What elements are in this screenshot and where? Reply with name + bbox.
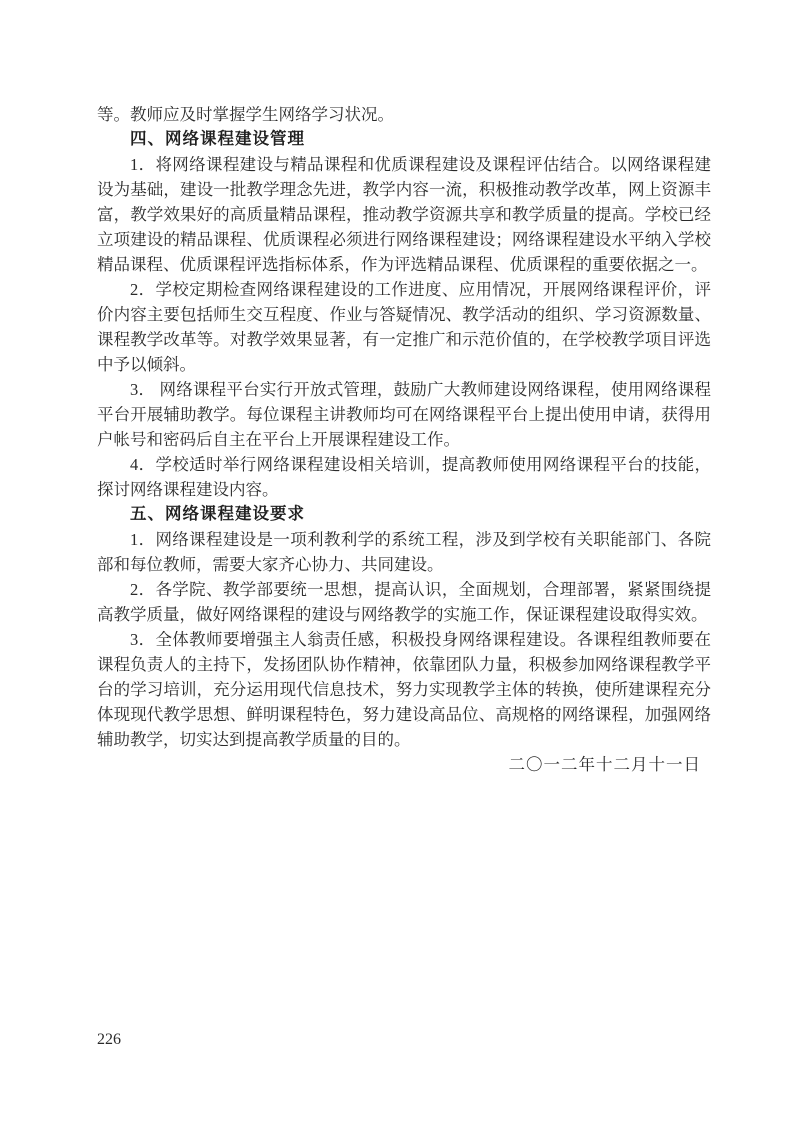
section-heading-5: 五、网络课程建设要求 (130, 505, 305, 523)
section-5-paragraph-1: 1．网络课程建设是一项利教利学的系统工程，涉及到学校有关职能部门、各院部和每位教师，需要大家齐心协力、共同建设。 (97, 530, 711, 574)
section-4-paragraph-3: 3． 网络课程平台实行开放式管理，鼓励广大教师建设网络课程，使用网络课程平台开展辅助教学。每位课程主讲教师均可在网络课程平台上提出使用申请，获得用户帐号和密码后自主在平台上开展课程建设工作。 (97, 380, 711, 449)
section-4-paragraph-4: 4．学校适时举行网络课程建设相关培训，提高教师使用网络课程平台的技能，探讨网络课程建设内容。 (97, 455, 711, 499)
document-date: 二〇一二年十二月十一日 (508, 755, 701, 774)
section-5-paragraph-2: 2．各学院、教学部要统一思想，提高认识，全面规划，合理部署，紧紧围绕提高教学质量，做好网络课程的建设与网络教学的实施工作，保证课程建设取得实效。 (97, 580, 711, 624)
section-4-paragraph-1: 1．将网络课程建设与精品课程和优质课程建设及课程评估结合。以网络课程建设为基础，建设一批教学理念先进，教学内容一流，积极推动教学改革，网上资源丰富，教学效果好的高质量精品课程，推动教学资源共享和教学质量的提高。学校已经立项建设的精品课程、优质课程必须进行网络课程建设；网络课程建设水平纳入学校精品课程、优质课程评选指标体系，作为评选精品课程、优质课程的重要依据之一。 (97, 155, 711, 274)
document-body (97, 102, 711, 777)
section-heading-4: 四、网络课程建设管理 (130, 130, 305, 148)
section-4-paragraph-2: 2．学校定期检查网络课程建设的工作进度、应用情况，开展网络课程评价，评价内容主要包括师生交互程度、作业与答疑情况、教学活动的组织、学习资源数量、课程教学改革等。对教学效果显著，有一定推广和示范价值的，在学校教学项目评选中予以倾斜。 (97, 280, 711, 374)
section-5-paragraph-3: 3．全体教师要增强主人翁责任感，积极投身网络课程建设。各课程组教师要在课程负责人的主持下，发扬团队协作精神，依靠团队力量，积极参加网络课程教学平台的学习培训，充分运用现代信息技术，努力实现教学主体的转换，使所建课程充分体现现代教学思想、鲜明课程特色，努力建设高品位、高规格的网络课程，加强网络辅助教学，切实达到提高教学质量的目的。 (97, 630, 711, 749)
page-number: 226 (97, 1031, 121, 1048)
paragraph-continuation: 等。教师应及时掌握学生网络学习状况。 (97, 105, 394, 124)
